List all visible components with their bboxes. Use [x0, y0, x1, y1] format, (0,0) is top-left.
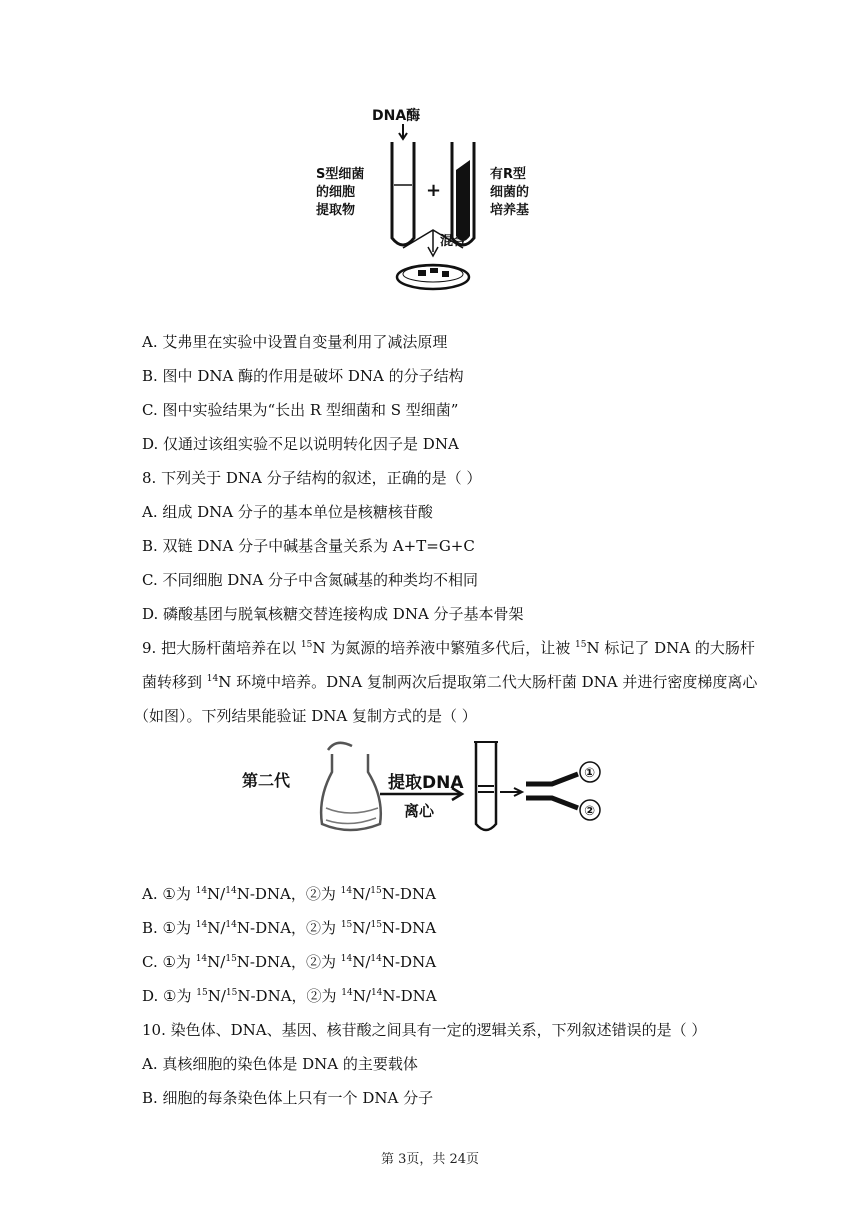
- mix-label: 混合: [440, 234, 467, 249]
- right-label-line2: 细菌的: [490, 185, 530, 200]
- q9-stem-line2: 菌转移到 $^{14}$N 环境中培养。DNA 复制两次后提取第二代大肠杆菌 DNA 并进行密度梯度离心: [142, 673, 758, 691]
- q9-stem-line3: （如图）。下列结果能验证 DNA 复制方式的是（ ）: [134, 707, 477, 725]
- extract-dna-label: 提取DNA: [388, 773, 464, 793]
- page-footer: 第 3页，共 24页: [380, 1152, 480, 1167]
- q7-option-a: A. 艾弗里在实验中设置自变量利用了减法原理: [142, 333, 448, 351]
- band-2: [526, 798, 578, 808]
- band-2-label: ②: [584, 804, 596, 819]
- q8-option-a: A. 组成 DNA 分子的基本单位是核糖核苷酸: [142, 503, 433, 521]
- q10-option-b: B. 细胞的每条染色体上只有一个 DNA 分子: [142, 1089, 434, 1107]
- dna-enzyme-label: DNA酶: [372, 108, 421, 124]
- q8-option-b: B. 双链 DNA 分子中碱基含量关系为 A+T=G+C: [142, 537, 475, 555]
- q9-option-c: C. ①为 $^{14}$N/$^{15}$N-DNA，②为 $^{14}$N/$^{14}$N-DNA: [142, 953, 437, 971]
- right-label-line3: 培养基: [490, 203, 530, 218]
- left-label-line2: 的细胞: [316, 185, 356, 200]
- centrifuge-label: 离心: [404, 802, 435, 820]
- q8-stem: 8. 下列关于 DNA 分子结构的叙述，正确的是（ ）: [142, 469, 482, 487]
- left-test-tube: [392, 142, 414, 245]
- q8-option-d: D. 磷酸基团与脱氧核糖交替连接构成 DNA 分子基本骨架: [142, 605, 524, 623]
- q7-option-b: B. 图中 DNA 酶的作用是破坏 DNA 的分子结构: [142, 367, 464, 385]
- q7-option-c: C. 图中实验结果为“长出 R 型细菌和 S 型细菌”: [142, 401, 459, 419]
- q7-option-d: D. 仅通过该组实验不足以说明转化因子是 DNA: [142, 435, 459, 453]
- right-label-line1: 有R型: [490, 167, 527, 182]
- band-1: [526, 774, 578, 784]
- q10-option-a: A. 真核细胞的染色体是 DNA 的主要载体: [142, 1055, 418, 1073]
- q9-option-d: D. ①为 $^{15}$N/$^{15}$N-DNA，②为 $^{14}$N/$^{14}$N-DNA: [142, 987, 437, 1005]
- generation-label: 第二代: [242, 771, 291, 790]
- band-1-label: ①: [584, 766, 596, 781]
- left-label-line3: 提取物: [316, 203, 356, 218]
- centrifugation-figure: [240, 728, 630, 838]
- q8-option-c: C. 不同细胞 DNA 分子中含氮碱基的种类均不相同: [142, 571, 479, 589]
- q9-stem-line1: 9. 把大肠杆菌培养在以 $^{15}$N 为氮源的培养液中繁殖多代后，让被 $^{15}$N 标记了 DNA 的大肠杆: [142, 639, 755, 657]
- q9-option-b: B. ①为 $^{14}$N/$^{14}$N-DNA，②为 $^{15}$N/$^{15}$N-DNA: [142, 919, 437, 937]
- plus-sign: +: [426, 180, 442, 201]
- transformation-experiment-figure: [300, 100, 560, 300]
- enzyme-arrow: [399, 124, 407, 139]
- q9-option-a: A. ①为 $^{14}$N/$^{14}$N-DNA，②为 $^{14}$N/$^{15}$N-DNA: [142, 885, 436, 903]
- culture-flask: [321, 743, 381, 830]
- left-label-line1: S型细菌: [316, 167, 365, 182]
- q10-stem: 10. 染色体、DNA、基因、核苷酸之间具有一定的逻辑关系，下列叙述错误的是（ ）: [142, 1021, 707, 1039]
